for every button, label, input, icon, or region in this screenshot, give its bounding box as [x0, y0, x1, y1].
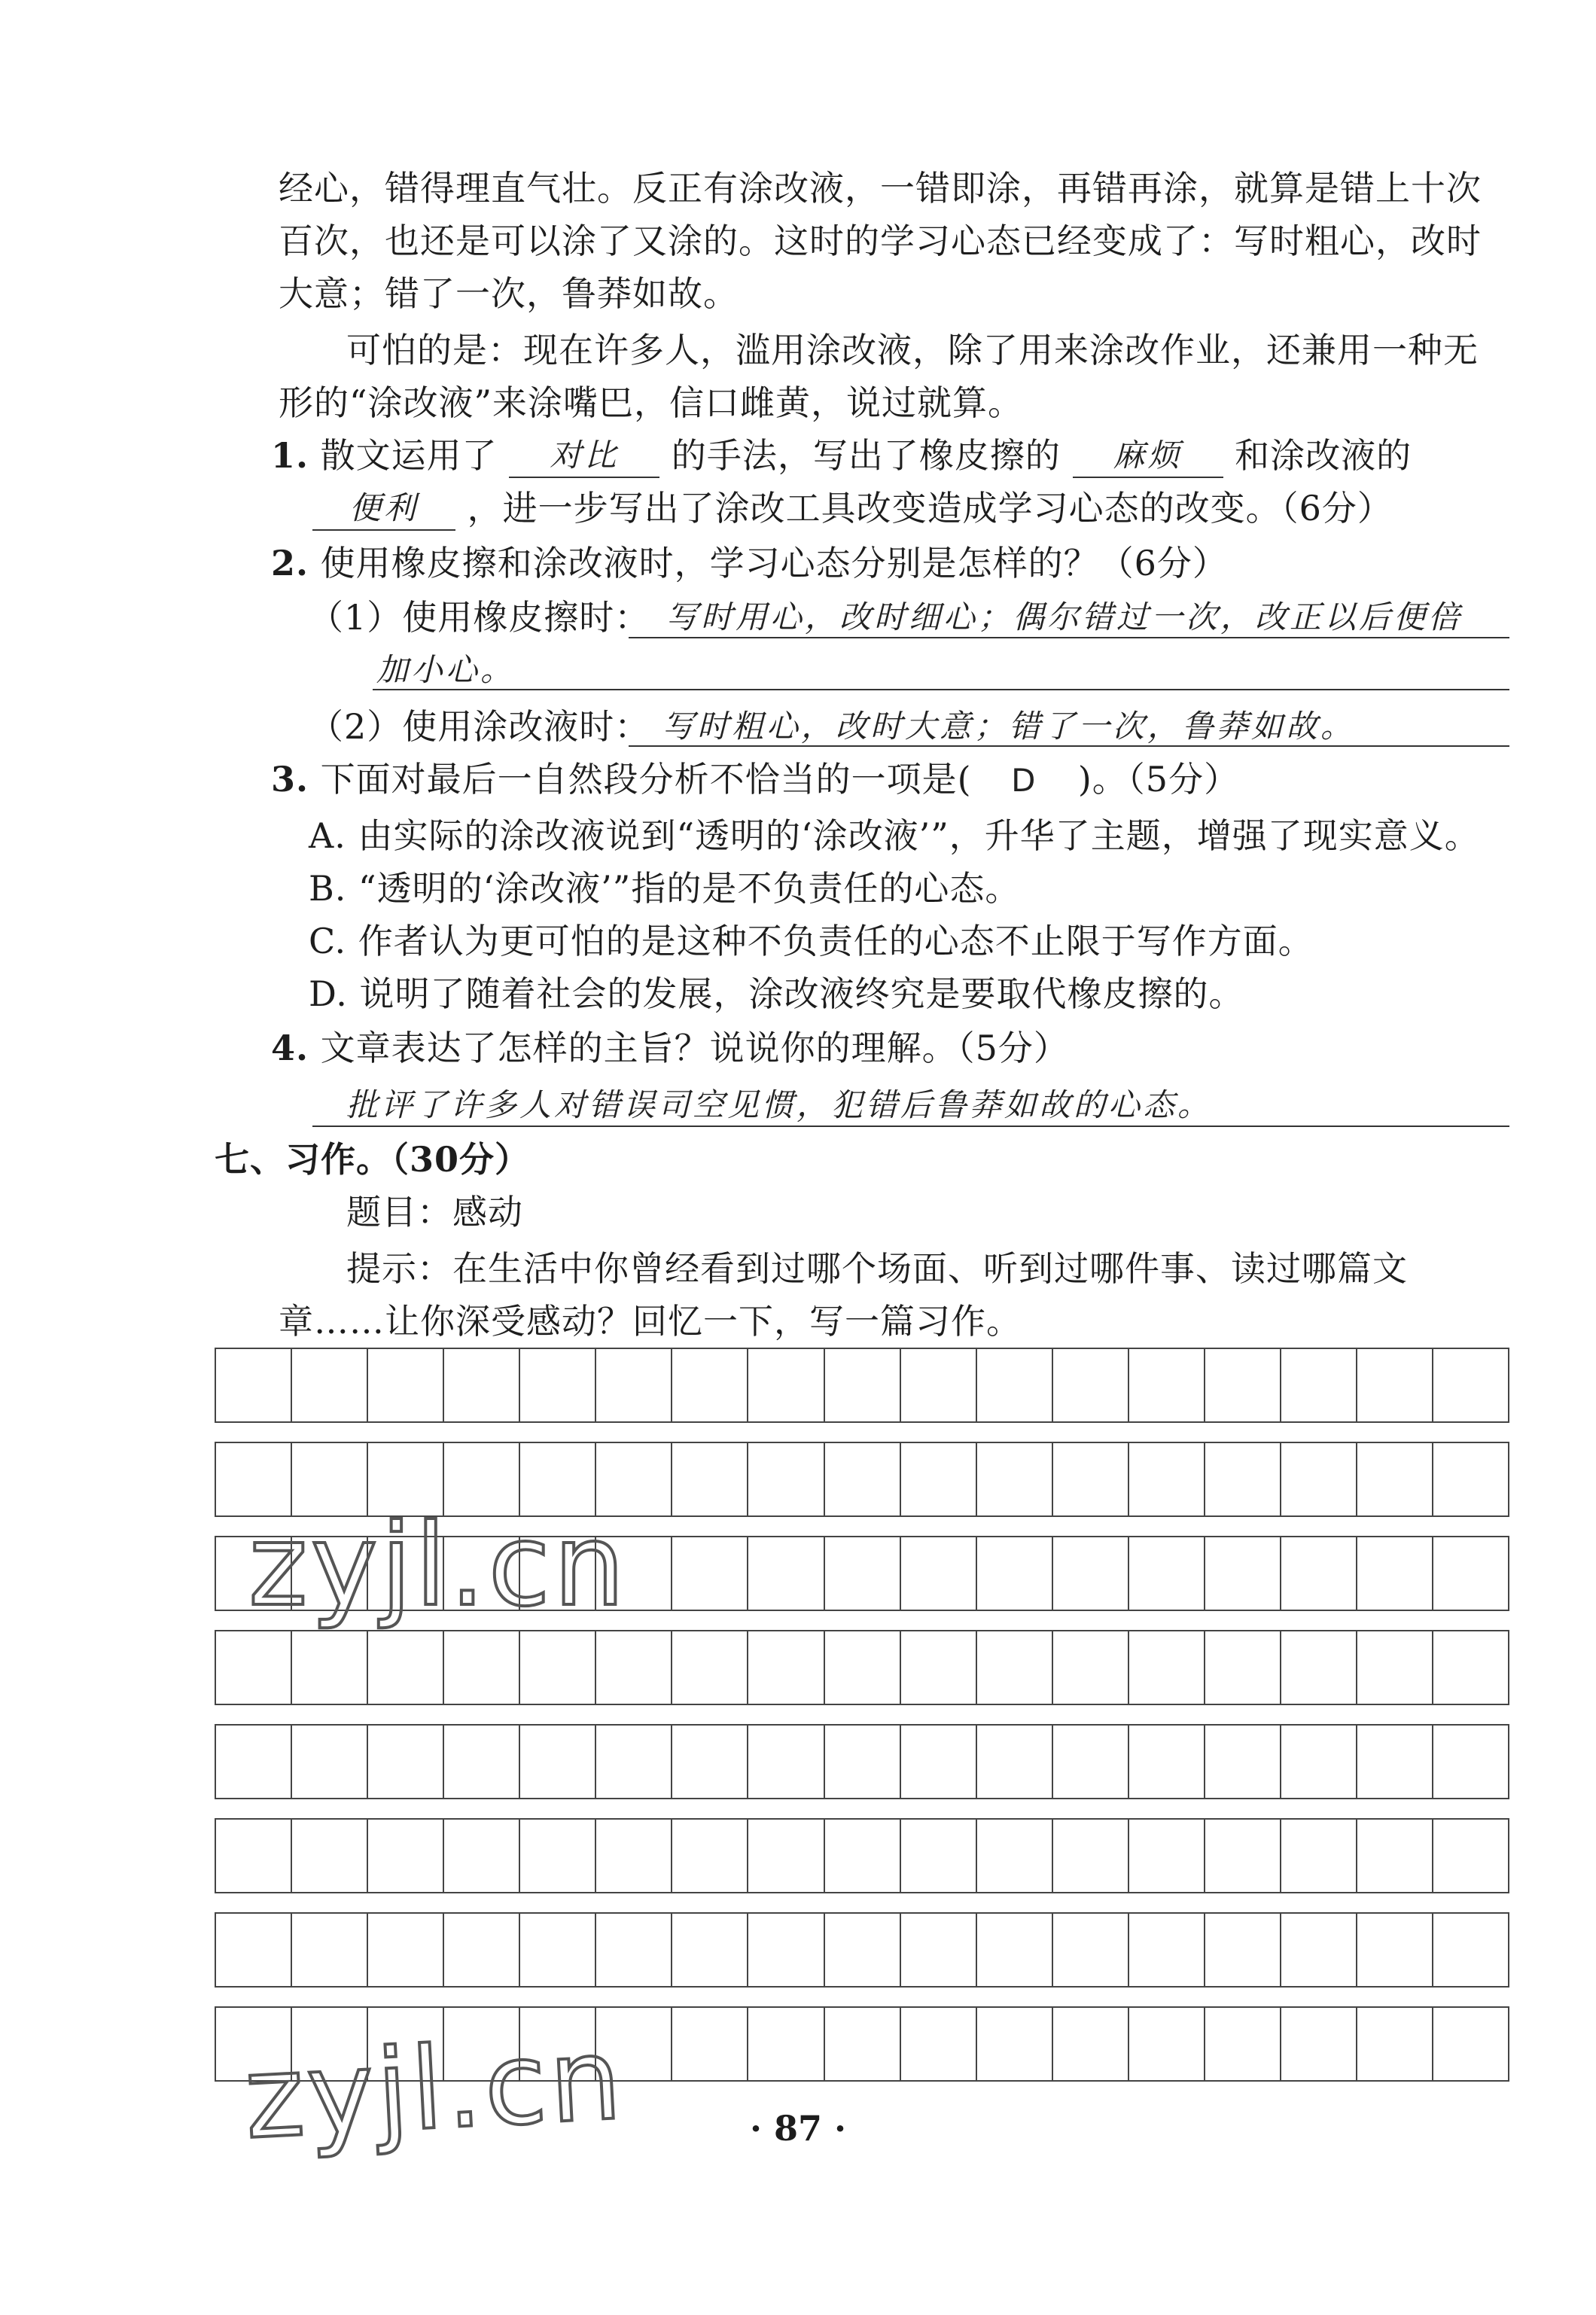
grid-cell[interactable]: [672, 1443, 748, 1515]
grid-cell[interactable]: [1357, 1349, 1433, 1421]
grid-cell[interactable]: [596, 1820, 672, 1892]
grid-cell[interactable]: [825, 1349, 901, 1421]
grid-cell[interactable]: [1357, 1631, 1433, 1704]
grid-cell[interactable]: [748, 1537, 824, 1610]
grid-cell[interactable]: [672, 1726, 748, 1798]
grid-cell[interactable]: [1129, 1914, 1205, 1986]
grid-row[interactable]: [215, 1348, 1509, 1423]
grid-cell[interactable]: [1129, 1349, 1205, 1421]
question-number: 1.: [271, 435, 309, 476]
essay-hint: 章……让你深受感动？回忆一下，写一篇习作。: [279, 1301, 1022, 1342]
grid-cell[interactable]: [368, 1349, 444, 1421]
answer-blank[interactable]: 便利: [312, 487, 455, 531]
grid-cell[interactable]: [672, 1820, 748, 1892]
essay-topic: 题目：感动: [346, 1192, 523, 1232]
grid-cell[interactable]: [216, 1914, 292, 1986]
handwritten-answer[interactable]: 批评了许多人对错误司空见惯，犯错后鲁莽如故的心态。: [346, 1086, 1213, 1123]
grid-cell[interactable]: [444, 1631, 520, 1704]
grid-cell[interactable]: [1053, 1349, 1129, 1421]
grid-cell[interactable]: [520, 1349, 596, 1421]
question-text: 和涂改液的: [1235, 435, 1412, 476]
grid-cell[interactable]: [292, 1914, 368, 1986]
grid-row[interactable]: [215, 1630, 1509, 1705]
grid-cell[interactable]: [1433, 1631, 1508, 1704]
grid-cell[interactable]: [672, 1914, 748, 1986]
grid-cell[interactable]: [1281, 1820, 1357, 1892]
grid-cell[interactable]: [672, 1349, 748, 1421]
grid-cell[interactable]: [977, 1443, 1053, 1515]
grid-cell[interactable]: [1357, 1537, 1433, 1610]
grid-cell[interactable]: [1205, 1726, 1281, 1798]
grid-cell[interactable]: [216, 1631, 292, 1704]
grid-cell[interactable]: [596, 1914, 672, 1986]
option-d: D. 说明了随着社会的发展，涂改液终究是要取代橡皮擦的。: [309, 973, 1244, 1014]
grid-cell[interactable]: [977, 1349, 1053, 1421]
grid-cell[interactable]: [901, 1631, 977, 1704]
essay-hint: 提示：在生活中你曾经看到过哪个场面、听到过哪件事、读过哪篇文: [346, 1248, 1408, 1289]
grid-cell[interactable]: [748, 1726, 824, 1798]
grid-cell[interactable]: [1053, 2008, 1129, 2080]
option-b: B. “透明的‘涂改液’”指的是不负责任的心态。: [309, 868, 1021, 909]
grid-cell[interactable]: [977, 1537, 1053, 1610]
passage-line: 经心，错得理直气壮。反正有涂改液，一错即涂，再错再涂，就算是错上十次: [279, 168, 1482, 209]
grid-cell[interactable]: [596, 1631, 672, 1704]
question-text: ，进一步写出了涂改工具改变造成学习心态的改变。（6分）: [467, 488, 1393, 528]
handwritten-answer[interactable]: 加小心。: [376, 651, 516, 688]
grid-cell[interactable]: [825, 1820, 901, 1892]
question-3: [271, 757, 1239, 803]
question-text: )。（5分）: [1077, 759, 1240, 800]
grid-cell[interactable]: [444, 1914, 520, 1986]
grid-cell[interactable]: [672, 2008, 748, 2080]
grid-cell[interactable]: [1433, 1726, 1508, 1798]
grid-cell[interactable]: [596, 1726, 672, 1798]
grid-cell[interactable]: [520, 1631, 596, 1704]
grid-cell[interactable]: [1205, 2008, 1281, 2080]
grid-cell[interactable]: [1281, 1443, 1357, 1515]
grid-cell[interactable]: [1053, 1726, 1129, 1798]
grid-cell[interactable]: [748, 1914, 824, 1986]
answer-choice[interactable]: D: [1011, 762, 1039, 799]
grid-cell[interactable]: [216, 1820, 292, 1892]
watermark: zyjl.cn: [241, 2013, 628, 2165]
answer-line: [373, 689, 1509, 690]
grid-cell[interactable]: [901, 1820, 977, 1892]
grid-cell[interactable]: [292, 1349, 368, 1421]
grid-cell[interactable]: [520, 1914, 596, 1986]
passage-line: 可怕的是：现在许多人，滥用涂改液，除了用来涂改作业，还兼用一种无: [346, 330, 1479, 370]
grid-cell[interactable]: [1281, 1537, 1357, 1610]
grid-cell[interactable]: [368, 1631, 444, 1704]
grid-cell[interactable]: [977, 1726, 1053, 1798]
grid-cell[interactable]: [368, 1914, 444, 1986]
grid-cell[interactable]: [748, 1349, 824, 1421]
grid-cell[interactable]: [1281, 1726, 1357, 1798]
grid-cell[interactable]: [825, 1443, 901, 1515]
writing-grid[interactable]: [215, 1348, 1509, 2085]
grid-cell[interactable]: [1129, 1631, 1205, 1704]
grid-cell[interactable]: [977, 1631, 1053, 1704]
grid-cell[interactable]: [672, 1537, 748, 1610]
passage-line: 百次，也还是可以涂了又涂的。这时的学习心态已经变成了：写时粗心，改时: [279, 221, 1482, 261]
grid-cell[interactable]: [520, 1726, 596, 1798]
grid-cell[interactable]: [825, 1537, 901, 1610]
grid-cell[interactable]: [1129, 1726, 1205, 1798]
passage-line: 大意；错了一次，鲁莽如故。: [279, 273, 739, 314]
grid-cell[interactable]: [825, 1726, 901, 1798]
grid-cell[interactable]: [1357, 2008, 1433, 2080]
question-text: 散文运用了: [320, 435, 498, 476]
grid-cell[interactable]: [1205, 1349, 1281, 1421]
question-4: [271, 1025, 1069, 1071]
answer-blank[interactable]: 对比: [509, 434, 659, 478]
handwritten-answer[interactable]: 写时用心，改时细心；偶尔错过一次，改正以后便倍: [666, 599, 1464, 635]
grid-cell[interactable]: [1357, 1820, 1433, 1892]
grid-cell[interactable]: [1129, 1443, 1205, 1515]
grid-cell[interactable]: [1357, 1726, 1433, 1798]
grid-cell[interactable]: [292, 1820, 368, 1892]
question-text: 下面对最后一自然段分析不恰当的一项是(: [320, 759, 972, 800]
section-heading: 七、习作。（30分）: [215, 1139, 531, 1180]
grid-cell[interactable]: [1433, 2008, 1508, 2080]
grid-cell[interactable]: [1281, 2008, 1357, 2080]
grid-cell[interactable]: [977, 1820, 1053, 1892]
grid-cell[interactable]: [1129, 2008, 1205, 2080]
grid-cell[interactable]: [901, 1726, 977, 1798]
grid-cell[interactable]: [901, 1443, 977, 1515]
grid-cell[interactable]: [901, 1914, 977, 1986]
answer-blank[interactable]: 麻烦: [1073, 434, 1223, 478]
grid-cell[interactable]: [1205, 1537, 1281, 1610]
grid-cell[interactable]: [1205, 1631, 1281, 1704]
grid-cell[interactable]: [901, 1537, 977, 1610]
question-2: [271, 541, 1228, 586]
grid-cell[interactable]: [1433, 1349, 1508, 1421]
grid-cell[interactable]: [1433, 1443, 1508, 1515]
grid-cell[interactable]: [368, 1820, 444, 1892]
grid-cell[interactable]: [1205, 1820, 1281, 1892]
option-c: C. 作者认为更可怕的是这种不负责任的心态不止限于写作方面。: [309, 921, 1314, 961]
grid-cell[interactable]: [748, 1443, 824, 1515]
question-text: 使用橡皮擦和涂改液时，学习心态分别是怎样的？（6分）: [320, 543, 1228, 583]
grid-cell[interactable]: [748, 2008, 824, 2080]
grid-cell[interactable]: [748, 1820, 824, 1892]
grid-cell[interactable]: [1433, 1820, 1508, 1892]
question-text: 文章表达了怎样的主旨？说说你的理解。（5分）: [320, 1028, 1069, 1068]
grid-cell[interactable]: [520, 1820, 596, 1892]
grid-cell[interactable]: [292, 1631, 368, 1704]
grid-cell[interactable]: [1281, 1914, 1357, 1986]
question-number: 3.: [271, 759, 309, 800]
grid-cell[interactable]: [1053, 1820, 1129, 1892]
grid-cell[interactable]: [748, 1631, 824, 1704]
grid-cell[interactable]: [368, 1726, 444, 1798]
grid-cell[interactable]: [1281, 1349, 1357, 1421]
question-1-cont: [312, 486, 1393, 531]
question-number: 2.: [271, 543, 309, 583]
grid-cell[interactable]: [292, 1726, 368, 1798]
grid-cell[interactable]: [825, 1914, 901, 1986]
passage-line: 形的“涂改液”来涂嘴巴，信口雌黄，说过就算。: [279, 382, 1024, 423]
question-text: 的手法，写出了橡皮擦的: [671, 435, 1061, 476]
grid-cell[interactable]: [1053, 1914, 1129, 1986]
grid-row[interactable]: [215, 1724, 1509, 1799]
sub-question-label: （2）使用涂改液时：: [309, 706, 650, 747]
question-number: 4.: [271, 1028, 309, 1068]
option-a: A. 由实际的涂改液说到“透明的‘涂改液’”，升华了主题，增强了现实意义。: [309, 815, 1480, 856]
grid-cell[interactable]: [825, 2008, 901, 2080]
sub-question-label: （1）使用橡皮擦时：: [309, 597, 650, 638]
grid-cell[interactable]: [825, 1631, 901, 1704]
grid-cell[interactable]: [1205, 1914, 1281, 1986]
grid-cell[interactable]: [1053, 1443, 1129, 1515]
grid-cell[interactable]: [216, 1349, 292, 1421]
grid-cell[interactable]: [977, 2008, 1053, 2080]
grid-cell[interactable]: [1281, 1631, 1357, 1704]
grid-row[interactable]: [215, 1912, 1509, 1988]
grid-cell[interactable]: [1357, 1443, 1433, 1515]
grid-cell[interactable]: [1433, 1537, 1508, 1610]
grid-cell[interactable]: [444, 1820, 520, 1892]
watermark: zyjl.cn: [248, 1500, 629, 1631]
grid-cell[interactable]: [901, 1349, 977, 1421]
grid-cell[interactable]: [977, 1914, 1053, 1986]
grid-cell[interactable]: [444, 1349, 520, 1421]
grid-cell[interactable]: [444, 1726, 520, 1798]
grid-cell[interactable]: [1129, 1537, 1205, 1610]
grid-cell[interactable]: [1053, 1537, 1129, 1610]
grid-cell[interactable]: [596, 1349, 672, 1421]
grid-cell[interactable]: [1357, 1914, 1433, 1986]
grid-cell[interactable]: [1129, 1820, 1205, 1892]
grid-row[interactable]: [215, 1818, 1509, 1893]
grid-cell[interactable]: [672, 1631, 748, 1704]
grid-cell[interactable]: [1053, 1631, 1129, 1704]
page-number: · 87 ·: [749, 2108, 847, 2149]
grid-cell[interactable]: [1205, 1443, 1281, 1515]
handwritten-answer[interactable]: 写时粗心，改时大意；错了一次，鲁莽如故。: [662, 708, 1356, 745]
grid-cell[interactable]: [901, 2008, 977, 2080]
grid-cell[interactable]: [1433, 1914, 1508, 1986]
grid-cell[interactable]: [216, 1726, 292, 1798]
question-1: [271, 433, 1412, 478]
